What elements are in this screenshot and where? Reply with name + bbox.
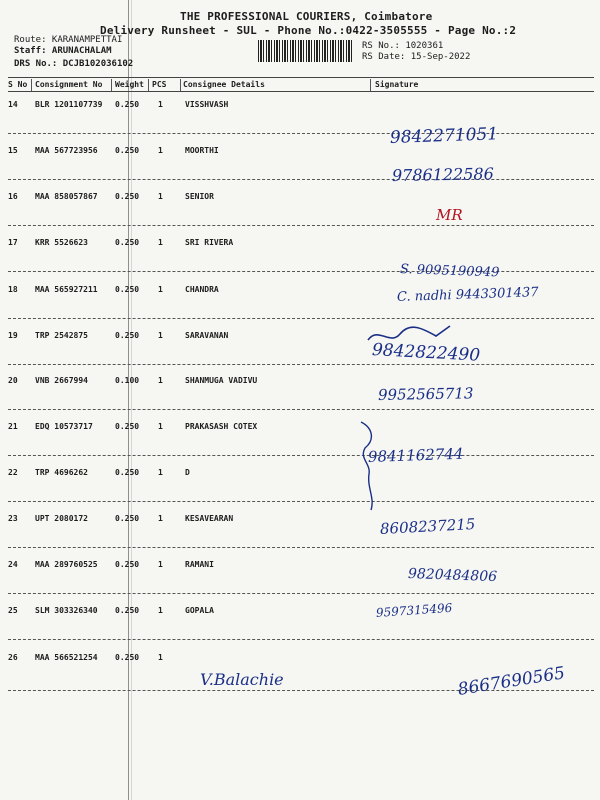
row-weight: 0.250 [115,285,140,294]
handwritten-phone: 9842822490 [371,340,481,366]
row-consignment-no: TRP 2542875 [35,331,88,340]
barcode-image [258,40,354,62]
route-text: Route: KARANAMPETTAI [14,35,123,45]
row-pcs: 1 [158,376,163,385]
row-consignee: KESAVEARAN [185,514,234,523]
row-pcs: 1 [158,285,163,294]
row-consignee: SHANMUGA VADIVU [185,376,258,385]
row-consignee: GOPALA [185,606,214,615]
row-weight: 0.250 [115,146,140,155]
table-row [0,238,600,284]
row-consignee: D [185,468,190,477]
row-sno: 22 [8,468,18,477]
row-weight: 0.250 [115,514,140,523]
row-consignment-no: MAA 566521254 [35,653,98,662]
row-sno: 17 [8,238,18,247]
signature-scribble [366,320,456,350]
row-consignment-no: MAA 289760525 [35,560,98,569]
drs-number: DRS No.: DCJB102036102 [14,59,134,69]
row-divider [8,547,594,548]
row-weight: 0.250 [115,560,140,569]
row-divider [8,133,594,134]
row-consignee: PRAKASASH COTEX [185,422,258,431]
row-pcs: 1 [158,422,163,431]
table-row [0,422,600,468]
row-consignee: SARAVANAN [185,331,229,340]
col-separator [148,79,149,91]
row-divider [8,225,594,226]
row-divider [8,593,594,594]
row-consignment-no: VNB 2667994 [35,376,88,385]
handwritten-name: V.Balachie [200,670,284,689]
table-row [0,192,600,238]
row-weight: 0.250 [115,653,140,662]
row-pcs: 1 [158,514,163,523]
row-weight: 0.250 [115,606,140,615]
handwritten-phone: 9820484806 [407,566,498,586]
row-divider [8,179,594,180]
handwritten-phone: C. nadhi 9443301437 [396,285,539,305]
row-divider [8,364,594,365]
row-consignment-no: BLR 1201107739 [35,100,103,109]
col-separator [111,79,112,91]
row-divider [8,639,594,640]
row-weight: 0.250 [115,100,140,109]
row-sno: 15 [8,146,18,155]
col-separator [370,79,371,91]
row-consignment-no: TRP 4696262 [35,468,88,477]
row-consignment-no: SLM 303326340 [35,606,98,615]
company-title: THE PROFESSIONAL COURIERS, Coimbatore [180,10,433,23]
table-row [0,468,600,514]
row-pcs: 1 [158,238,163,247]
row-divider [8,409,594,410]
row-pcs: 1 [158,192,163,201]
row-sno: 14 [8,100,18,109]
row-pcs: 1 [158,606,163,615]
rs-number: RS No.: 1020361 [362,41,444,51]
handwritten-phone: 9842271051 [389,124,499,148]
table-row [0,376,600,422]
row-pcs: 1 [158,653,163,662]
row-consignee: RAMANI [185,560,214,569]
row-divider [8,271,594,272]
row-sno: 24 [8,560,18,569]
table-row [0,146,600,192]
col-signature: Signature [375,80,419,89]
col-weight: Weight [115,80,144,89]
handwritten-initials: MR [436,206,463,224]
row-divider [8,455,594,456]
row-sno: 21 [8,422,18,431]
row-consignee: SENIOR [185,192,214,201]
handwritten-phone: S. 9095190949 [399,262,500,281]
row-pcs: 1 [158,100,163,109]
rs-date: RS Date: 15-Sep-2022 [362,52,471,62]
handwritten-phone: 8608237215 [379,515,476,538]
row-pcs: 1 [158,560,163,569]
row-divider [8,501,594,502]
row-weight: 0.100 [115,376,140,385]
row-weight: 0.250 [115,192,140,201]
handwritten-phone: 9597315496 [375,600,453,620]
row-weight: 0.250 [115,238,140,247]
col-consignee: Consignee Details [183,80,265,89]
row-consignment-no: MAA 858057867 [35,192,98,201]
row-weight: 0.250 [115,422,140,431]
table-row [0,100,600,146]
table-row [0,560,600,606]
row-sno: 16 [8,192,18,201]
table-row [0,331,600,377]
row-pcs: 1 [158,146,163,155]
staff-text: Staff: ARUNACHALAM [14,46,112,56]
bracket-scribble [355,418,385,513]
row-pcs: 1 [158,468,163,477]
col-sno: S No [8,80,28,89]
row-pcs: 1 [158,331,163,340]
row-consignment-no: UPT 2080172 [35,514,88,523]
row-weight: 0.250 [115,331,140,340]
table-row [0,514,600,560]
col-consignment: Consignment No [35,80,103,89]
runsheet-title: Delivery Runsheet - SUL - Phone No.:0422-3505555 - Page No.:2 [100,24,517,37]
row-consignee: MOORTHI [185,146,219,155]
row-weight: 0.250 [115,468,140,477]
row-consignee: CHANDRA [185,285,219,294]
row-sno: 26 [8,653,18,662]
header-top-rule [8,77,594,78]
row-sno: 18 [8,285,18,294]
table-row [0,606,600,652]
row-divider [8,318,594,319]
row-consignee: VISSHVASH [185,100,229,109]
col-pcs: PCS [152,80,167,89]
col-separator [31,79,32,91]
row-sno: 20 [8,376,18,385]
row-consignee: SRI RIVERA [185,238,234,247]
handwritten-phone: 9841162744 [367,444,464,466]
row-consignment-no: MAA 565927211 [35,285,98,294]
header-bottom-rule [8,91,594,92]
handwritten-phone: 8667690565 [456,663,567,700]
handwritten-phone: 9952565713 [377,384,474,404]
handwritten-phone: 9786122586 [391,164,494,185]
row-consignment-no: KRR 5526623 [35,238,88,247]
row-sno: 23 [8,514,18,523]
col-separator [180,79,181,91]
row-consignment-no: EDQ 10573717 [35,422,93,431]
row-sno: 25 [8,606,18,615]
row-sno: 19 [8,331,18,340]
row-consignment-no: MAA 567723956 [35,146,98,155]
